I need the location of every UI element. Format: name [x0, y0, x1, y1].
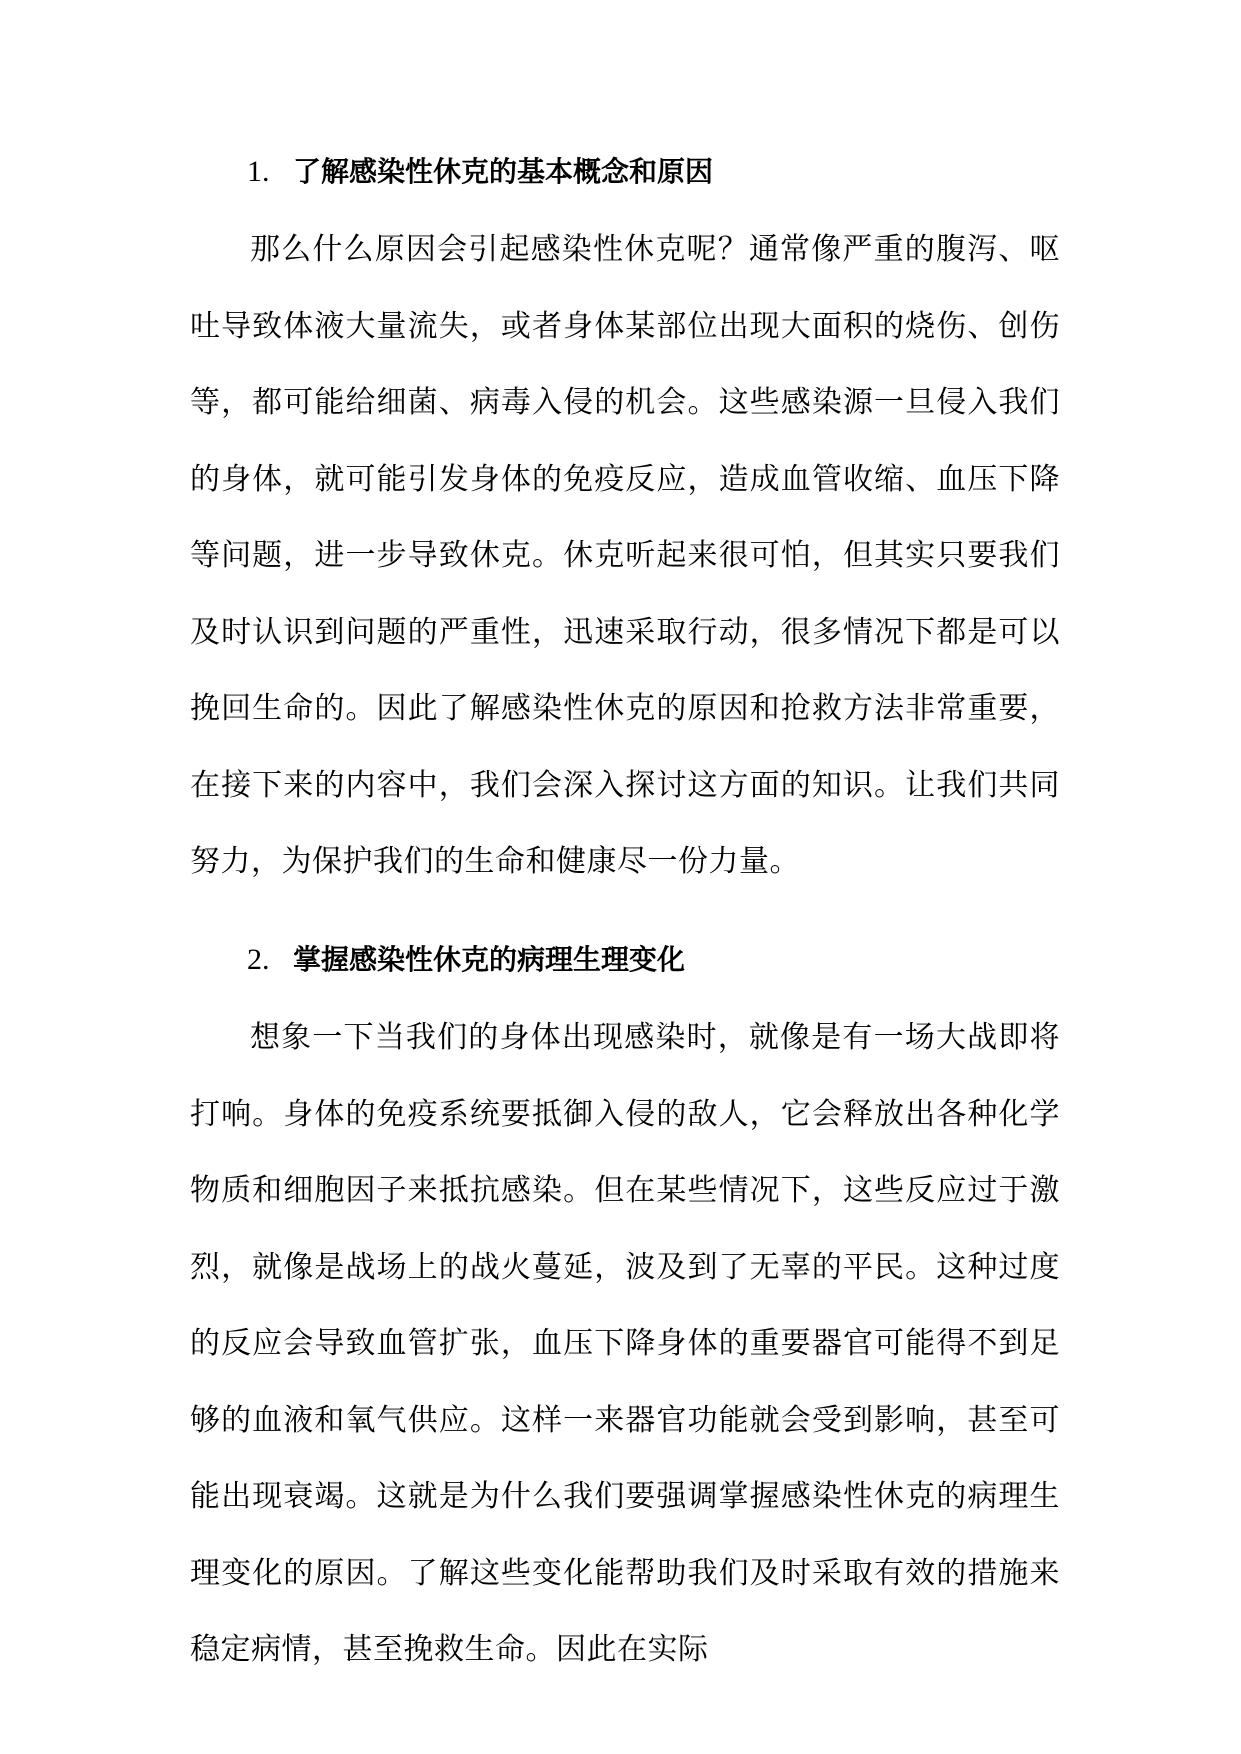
- section-body-1: 那么什么原因会引起感染性休克呢？通常像严重的腹泻、呕吐导致体液大量流失，或者身体某部位出现大面积的烧伤、创伤等，都可能给细菌、病毒入侵的机会。这些感染源一旦侵入我们的身体，就可能引发身体的免疫反应，造成血管收缩、血压下降等问题，进一步导致休克。休克听起来很可怕，但其实只要我们及时认识到问题的严重性，迅速采取行动，很多情况下都是可以挽回生命的。因此了解感染性休克的原因和抢救方法非常重要，在接下来的内容中，我们会深入探讨这方面的知识。让我们共同努力，为保护我们的生命和健康尽一份力量。: [190, 232, 1060, 879]
- section-title-1: 了解感染性休克的基本概念和原因: [293, 155, 714, 188]
- section-number-2: 2.: [247, 943, 270, 976]
- section-heading-1: [247, 152, 713, 192]
- section-body-2: 想象一下当我们的身体出现感染时，就像是有一场大战即将打响。身体的免疫系统要抵御入侵的敌人，它会释放出各种化学物质和细胞因子来抵抗感染。但在某些情况下，这些反应过于激烈，就像是战场上的战火蔓延，波及到了无辜的平民。这种过度的反应会导致血管扩张，血压下降身体的重要器官可能得不到足够的血液和氧气供应。这样一来器官功能就会受到影响，甚至可能出现衰竭。这就是为什么我们要强调掌握感染性休克的病理生理变化的原因。了解这些变化能帮助我们及时采取有效的措施来稳定病情，甚至挽救生命。因此在实际: [190, 1020, 1060, 1667]
- section-heading-2: [247, 940, 685, 980]
- section-title-2: 掌握感染性休克的病理生理变化: [293, 943, 686, 976]
- section-number-1: 1.: [247, 155, 270, 188]
